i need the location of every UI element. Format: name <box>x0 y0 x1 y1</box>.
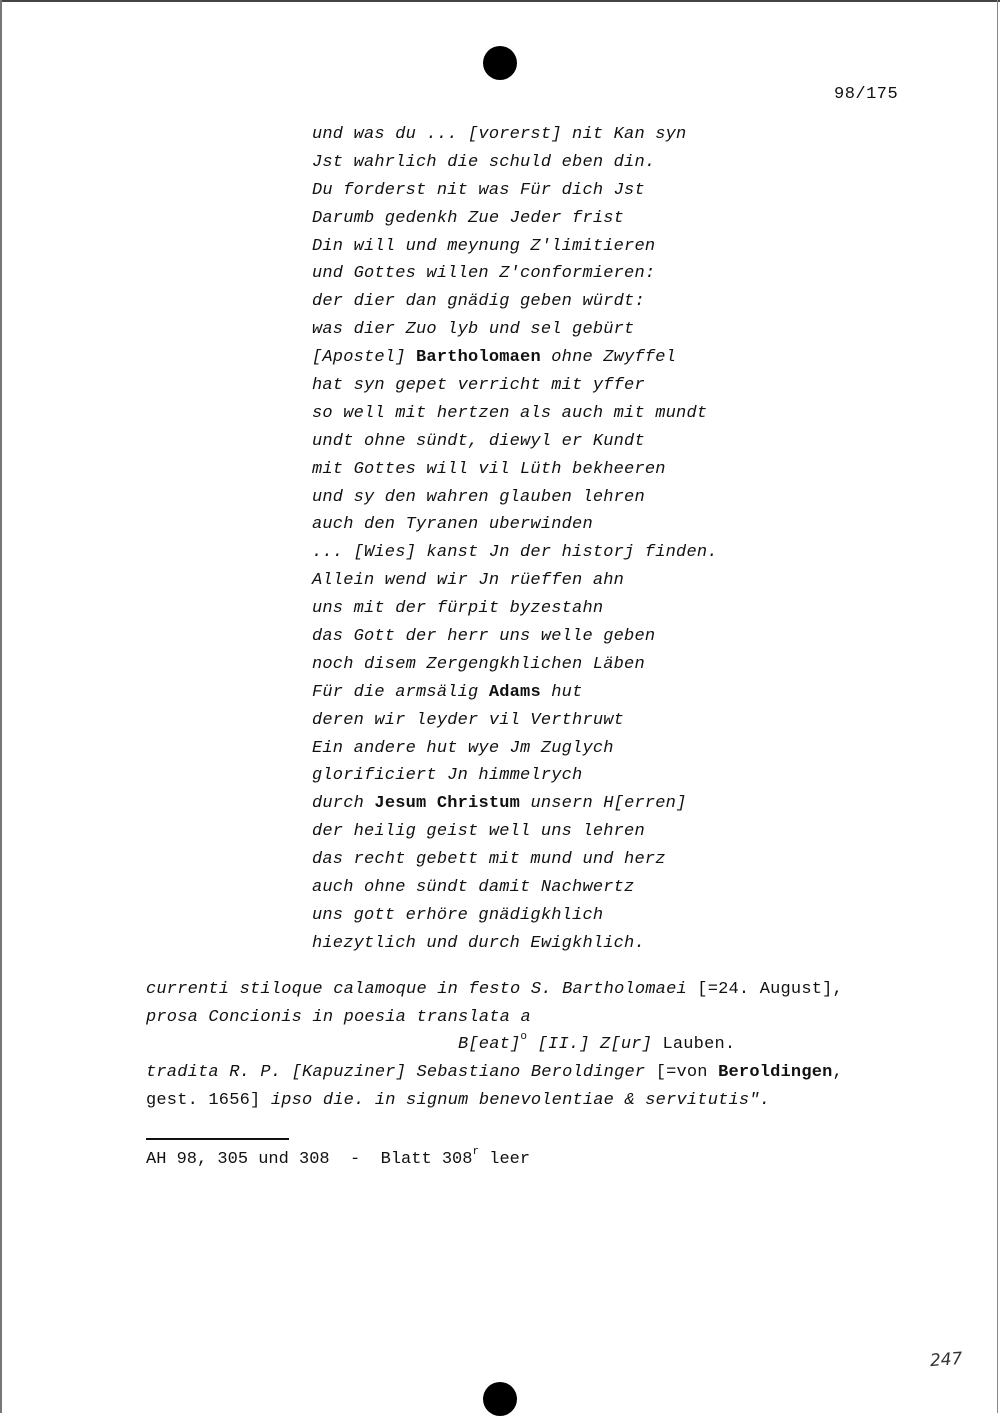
poem-line <box>312 930 718 958</box>
poem-segment: unsern H[erren] <box>520 794 687 814</box>
poem-line <box>312 874 718 902</box>
poem-segment: Du forderst nit was Für dich Jst <box>312 180 645 200</box>
poem-line <box>312 902 718 930</box>
poem-line <box>312 233 718 261</box>
poem-segment: das recht gebett mit mund und herz <box>312 850 666 870</box>
poem-segment: Jst wahrlich die schuld eben din. <box>312 152 656 172</box>
poem-segment: Ein andere hut wye Jm Zuglych <box>312 738 614 758</box>
colophon-text: Lauben. <box>662 1035 736 1054</box>
footnote-text: AH 98, 305 und 308 - Blatt 308 <box>146 1150 473 1169</box>
poem-segment: undt ohne sündt, diewyl er Kundt <box>312 431 645 451</box>
poem-emphasis: Bartholomaen <box>416 348 541 368</box>
poem-line <box>312 372 718 400</box>
poem-segment: mit Gottes will vil Lüth bekheeren <box>312 459 666 479</box>
poem-line <box>312 595 718 623</box>
poem-segment: glorificiert Jn himmelrych <box>312 766 583 786</box>
poem-segment: noch disem Zergengkhlichen Läben <box>312 654 645 674</box>
poem-segment: Allein wend wir Jn rüeffen ahn <box>312 571 625 591</box>
colophon-editorial: [=24. August], <box>697 980 843 999</box>
poem-segment: ohne Zwyffel <box>540 348 677 368</box>
colophon-text: [II.] Z[ur] <box>527 1035 663 1054</box>
poem-segment: der heilig geist well uns lehren <box>312 822 645 842</box>
poem-segment: Für die armsälig <box>312 682 489 702</box>
colophon-editorial: gest. 1656] <box>146 1091 261 1110</box>
poem-segment: hat syn gepet verricht mit yffer <box>312 376 645 396</box>
poem-line <box>312 818 718 846</box>
poem-segment: und sy den wahren glauben lehren <box>312 487 645 507</box>
poem-segment: [Apostel] <box>312 348 417 368</box>
superscript: r <box>472 1146 480 1159</box>
footnote-rule <box>146 1138 289 1140</box>
poem-line <box>312 623 718 651</box>
colophon-line-1 <box>146 980 843 999</box>
page-edge-left <box>0 0 2 1413</box>
poem-segment: hut <box>540 682 583 702</box>
poem-line <box>312 456 718 484</box>
colophon-text: prosa Concionis in poesia translata a <box>146 1008 531 1027</box>
poem-segment: auch den Tyranen uberwinden <box>312 515 593 535</box>
poem-line <box>312 288 718 316</box>
colophon-text: tradita R. P. <box>146 1063 292 1082</box>
poem-segment: durch <box>312 794 375 814</box>
footnote-text: leer <box>479 1150 531 1169</box>
poem-segment: und was du ... [vorerst] nit Kan syn <box>312 125 687 144</box>
poem-line <box>312 707 718 735</box>
poem-line <box>312 651 718 679</box>
colophon-line-5 <box>146 1091 770 1110</box>
poem-line <box>312 205 718 233</box>
poem-line <box>312 846 718 874</box>
poem-line <box>312 539 718 567</box>
poem-line <box>312 121 718 149</box>
colophon-text: , <box>832 1063 843 1082</box>
poem-line <box>312 790 718 818</box>
poem-text <box>312 121 718 958</box>
poem-segment: deren wir leyder vil Verthruwt <box>312 710 625 730</box>
footnote <box>146 1146 531 1169</box>
poem-line <box>312 149 718 177</box>
poem-line <box>312 177 718 205</box>
colophon-editorial: [=von <box>645 1063 719 1082</box>
poem-segment: der dier dan gnädig geben würdt: <box>312 292 645 312</box>
page-edge-right <box>997 0 998 1413</box>
poem-segment: uns mit der fürpit byzestahn <box>312 599 604 619</box>
poem-line <box>312 484 718 512</box>
colophon-line-2 <box>146 1008 531 1027</box>
colophon-text: ipso die. in signum benevolentiae & servitutis". <box>260 1091 771 1110</box>
poem-line <box>312 679 718 707</box>
colophon-line-4 <box>146 1063 843 1082</box>
handwritten-archive-number: 247 <box>929 1348 964 1372</box>
punch-hole-top <box>483 46 517 80</box>
colophon-line-3 <box>458 1031 736 1054</box>
poem-segment: was dier Zuo lyb und sel gebürt <box>312 320 635 340</box>
punch-hole-bottom <box>483 1382 517 1416</box>
poem-emphasis: Jesum Christum <box>374 794 521 814</box>
poem-line <box>312 316 718 344</box>
poem-line <box>312 511 718 539</box>
poem-segment: Din will und meynung Z'limitieren <box>312 236 656 256</box>
page-edge-top <box>0 0 1000 2</box>
poem-segment: auch ohne sündt damit Nachwertz <box>312 878 635 898</box>
poem-segment: Darumb gedenkh Zue Jeder frist <box>312 208 625 228</box>
poem-segment: uns gott erhöre gnädigkhlich <box>312 905 604 925</box>
poem-segment: das Gott der herr uns welle geben <box>312 627 656 647</box>
poem-line <box>312 762 718 790</box>
poem-line <box>312 260 718 288</box>
poem-line <box>312 567 718 595</box>
poem-segment: hiezytlich und durch Ewigkhlich. <box>312 933 645 953</box>
poem-segment: und Gottes willen Z'conformieren: <box>312 264 656 284</box>
poem-line <box>312 344 718 372</box>
page-number: 98/175 <box>834 85 899 104</box>
colophon-text: currenti stiloque calamoque in festo S. Bartholomaei <box>146 980 698 999</box>
colophon-name: Beroldingen <box>718 1063 833 1082</box>
poem-line <box>312 400 718 428</box>
poem-segment: so well mit hertzen als auch mit mundt <box>312 403 708 423</box>
colophon-text: B[eat] <box>458 1035 521 1054</box>
colophon-text: [Kapuziner] Sebastiano Beroldinger <box>291 1063 646 1082</box>
superscript: o <box>520 1031 528 1044</box>
poem-segment: ... [Wies] kanst Jn der historj finden. <box>312 543 718 563</box>
poem-line <box>312 735 718 763</box>
poem-line <box>312 428 718 456</box>
poem-emphasis: Adams <box>488 682 541 702</box>
